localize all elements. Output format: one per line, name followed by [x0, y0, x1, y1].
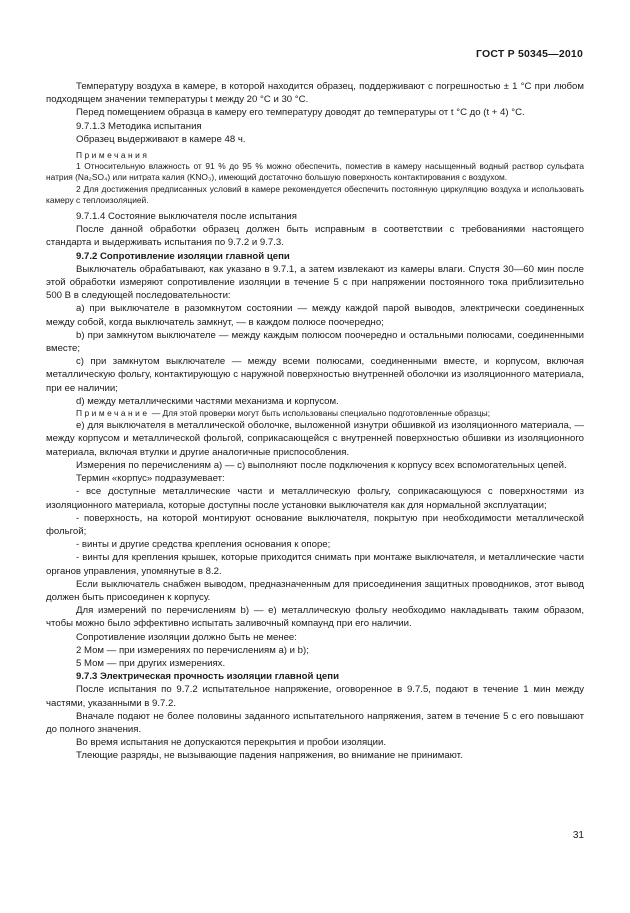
- paragraph: Термин «корпус» подразумевает:: [76, 473, 225, 485]
- section-heading: 9.7.1.4 Состояние выключателя после испытания: [76, 211, 297, 223]
- paragraph: Температуру воздуха в камере, в которой находится образец, поддерживают с погрешностью ± 1 °С при любом подходящем значении температуры t между 20 °С и 30 °С.: [46, 81, 584, 106]
- note-inline: [46, 408, 584, 419]
- paragraph: Если выключатель снабжен выводом, предназначенным для присоединения защитных проводников, этот вывод должен быть присоединен к корпусу.: [46, 578, 584, 603]
- paragraph: Во время испытания не допускаются перекрытия и пробои изоляции.: [76, 737, 387, 749]
- list-item: е) для выключателя в металлической оболочке, выложенной изнутри обшивкой из изоляционного материала, — между корпусом и металлической фольгой, соприкасающейся с внутренней поверхностью обшивки из изоляционного материала, включая втулки и другие аналогичные приспособления.: [46, 420, 584, 458]
- paragraph: Перед помещением образца в камеру его температуру доводят до температуры от t °С до (t + 4) °С.: [76, 107, 525, 119]
- paragraph: После испытания по 9.7.2 испытательное напряжение, оговоренное в 9.7.5, подают в течение 1 мин между частями, указанными в 9.7.2.: [46, 684, 584, 709]
- paragraph: Для измерений по перечислениям b) — е) металлическую фольгу необходимо накладывать таким образом, чтобы можно было эффективно испытать заливочный компаунд при его наличии.: [46, 605, 584, 630]
- list-item: d) между металлическими частями механизма и корпусом.: [76, 395, 339, 407]
- section-heading: 9.7.1.3 Методика испытания: [76, 120, 202, 132]
- list-item: а) при выключателе в разомкнутом состоянии — между каждой парой выводов, электрически соединенных между собой, когда выключатель замкнут, — в каждом полюсе поочередно;: [46, 303, 584, 328]
- page-number: 31: [572, 830, 584, 841]
- list-item: - все доступные металлические части и металлическую фольгу, соприкасающуюся с поверхностями из изоляционного материала, которые доступны после установки выключателя как для нормальной эксплуатации;: [46, 486, 584, 511]
- note-item: 1 Относительную влажность от 91 % до 95 % можно обеспечить, поместив в камеру насыщенный водный раствор сульфата натрия (Na₂SO₄) или нитрата калия (KNO₃), имеющий достаточно большую поверхность контактирования с воздухом.: [46, 161, 584, 183]
- paragraph: После данной обработки образец должен быть исправным в соответствии с требованиями настоящего стандарта и выдерживать испытания по 9.7.2 и 9.7.3.: [46, 224, 584, 249]
- list-item: b) при замкнутом выключателе — между каждым полюсом поочередно и остальными полюсами, соединенными вместе;: [46, 329, 584, 355]
- paragraph: Образец выдерживают в камере 48 ч.: [76, 133, 246, 145]
- note-label: Примечание: [76, 408, 150, 419]
- note-item: 2 Для достижения предписанных условий в камере рекомендуется обеспечить постоянную циркуляцию воздуха и использовать камеру с теплоизоляцией.: [46, 183, 584, 205]
- paragraph: Выключатель обрабатывают, как указано в 9.7.1, а затем извлекают из камеры влаги. Спустя 30—60 мин после этой обработки измеряют сопротивление изоляции в течение 5 с при напряжении постоянного тока приблизительно 500 В в следующей последовательности:: [46, 263, 584, 302]
- list-item: - винты и другие средства крепления основания к опоре;: [76, 539, 331, 551]
- list-item: - винты для крепления крышек, которые приходится снимать при монтаже выключателя, и металлические части органов управления, упомянутые в 8.2.: [46, 552, 584, 577]
- note-text: — Для этой проверки могут быть использованы специально подготовленные образцы;: [151, 408, 491, 419]
- section-heading-bold: 9.7.3 Электрическая прочность изоляции главной цепи: [76, 671, 339, 683]
- list-item: - поверхность, на которой монтируют основание выключателя, покрытую при необходимости металлической фольгой;: [46, 512, 584, 537]
- list-item: 2 Мом — при измерениях по перечислениям а) и b);: [76, 644, 309, 656]
- list-item: 5 Мом — при других измерениях.: [76, 657, 226, 669]
- notes-heading: Примечания: [76, 150, 150, 161]
- paragraph: Вначале подают не более половины заданного испытательного напряжения, затем в течение 5 с его повышают до полного значения.: [46, 710, 584, 735]
- paragraph: Сопротивление изоляции должно быть не менее:: [76, 631, 297, 643]
- paragraph: Измерения по перечислениям а) — с) выполняют после подключения к корпусу всех вспомогательных цепей.: [76, 459, 567, 471]
- document-body: [46, 80, 584, 763]
- document-header: ГОСТ Р 50345—2010: [475, 48, 583, 60]
- list-item: с) при замкнутом выключателе — между всеми полюсами, соединенными вместе, и корпусом, включая металлическую фольгу, контактирующую с наружной поверхностью внутренней оболочки из изоляционного материала, при ее наличии;: [46, 356, 584, 394]
- section-heading-bold: 9.7.2 Сопротивление изоляции главной цепи: [76, 250, 290, 262]
- paragraph: Тлеющие разряды, не вызывающие падения напряжения, во внимание не принимают.: [76, 750, 463, 762]
